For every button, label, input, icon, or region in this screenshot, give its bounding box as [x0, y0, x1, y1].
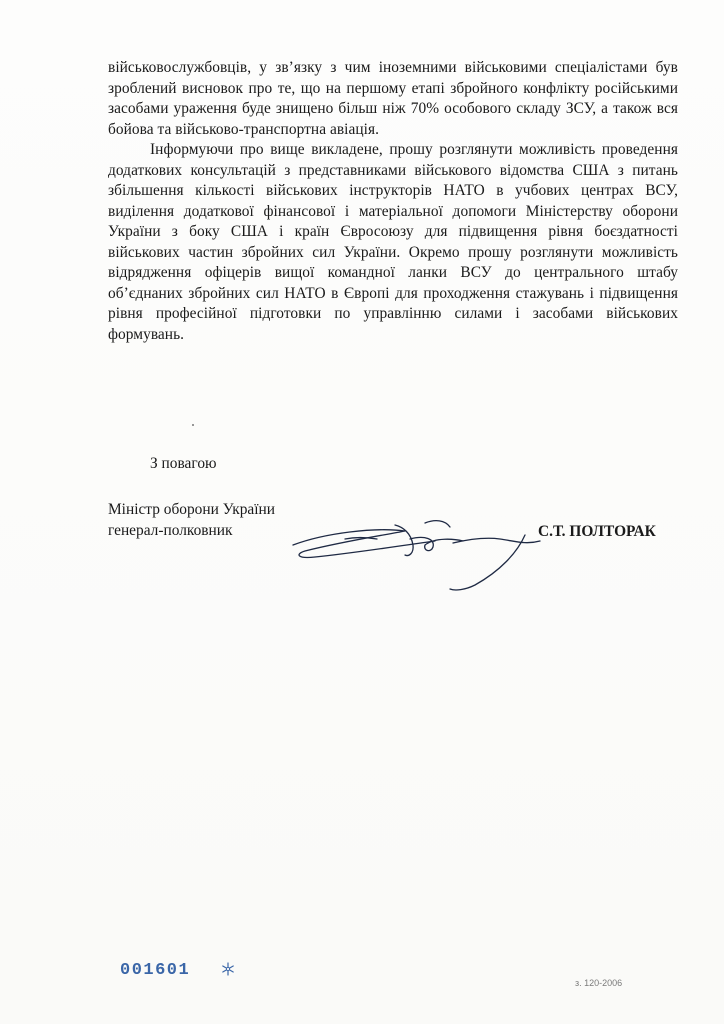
paragraph-1: військовослужбовців, у зв’язку з чим іноземними військовими спеціалістами був зроблений висновок про те, що на першому етапі збройного конфлікту російськими засобами ураження буде знищено більш ніж 70% особового складу ЗСУ, а також вся бойова та військово-транспортна авіація. [108, 59, 678, 138]
stray-ink-dot [192, 424, 194, 426]
form-code: з. 120-2006 [575, 978, 623, 988]
signer-title: Міністр оборони України [108, 501, 275, 518]
signer-block [108, 499, 275, 541]
closing-greeting: З повагою [150, 455, 217, 472]
letter-body [108, 58, 678, 345]
paragraph-2: Інформуючи про вище викладене, прошу розглянути можливість проведення додаткових консультацій з представниками військового відомства США з питань збільшення кількості військових інструкторів НАТО в учбових центрах ВСУ, виділення додаткової фінансової і матеріальної допомоги Міністерству оборони України з боку США і країн Євросоюзу для підвищення рівня боєздатності військових частин збройних сил України. Окремо прошу розглянути можливість відрядження офіцерів вищої командної ланки ВСУ до центрального штабу об’єднаних збройних сил НАТО в Європі для проходження стажувань і підвищення рівня професійної підготовки по управлінню силами і засобами військових формувань. [108, 141, 678, 343]
signer-name: С.Т. ПОЛТОРАК [538, 523, 656, 540]
handwritten-signature [285, 505, 555, 595]
signer-rank: генерал-полковник [108, 522, 233, 539]
registration-number: 001601 [120, 961, 191, 980]
snowflake-ornament-icon [221, 962, 235, 976]
